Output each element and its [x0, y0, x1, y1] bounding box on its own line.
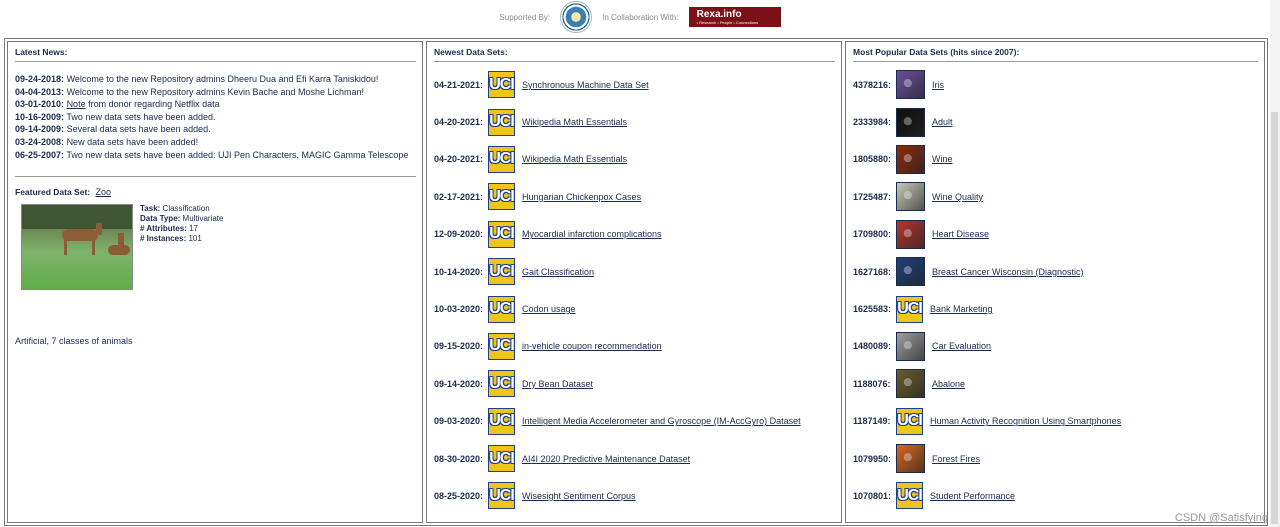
news-text: Welcome to the new Repository admins Dheeru Dua and Efi Karra Taniskidou! — [66, 74, 379, 84]
dataset-hits: 1079950: — [853, 453, 892, 464]
uci-icon[interactable]: UCI — [896, 408, 923, 435]
tree-diagram-icon[interactable] — [896, 257, 925, 286]
newest-dataset-row — [427, 365, 841, 402]
instances-value: 101 — [188, 234, 202, 244]
featured-label: Featured Data Set: — [15, 187, 91, 198]
popular-dataset-row — [846, 403, 1264, 440]
newest-datasets-title: Newest Data Sets: — [434, 47, 508, 57]
news-date: 03-01-2010: — [15, 99, 65, 110]
popular-dataset-row — [846, 103, 1264, 140]
dataset-link[interactable]: Breast Cancer Wisconsin (Diagnostic) — [932, 266, 1084, 277]
featured-dataset-details: Task: Classification Data Type: Multivariate # Attributes: 17 # Instances: 101 — [140, 204, 224, 244]
news-item — [15, 73, 415, 86]
divider — [853, 61, 1258, 62]
news-item — [15, 98, 415, 111]
uci-icon[interactable]: UCI — [488, 183, 515, 210]
uci-icon[interactable]: UCI — [488, 109, 515, 136]
latest-news-column — [7, 41, 423, 523]
main-frame — [4, 38, 1268, 526]
dataset-date: 08-25-2020: — [434, 490, 484, 501]
newest-dataset-row — [427, 403, 841, 440]
dataset-hits: 1187149: — [853, 416, 891, 427]
dataset-hits: 1480089: — [853, 341, 892, 352]
dataset-link[interactable]: Bank Marketing — [930, 304, 993, 315]
iris-flower-icon[interactable] — [896, 70, 925, 99]
news-item — [15, 111, 415, 124]
car-icon[interactable] — [896, 332, 925, 361]
rexa-title: Rexa.info — [696, 8, 742, 20]
uci-icon[interactable]: UCI — [488, 333, 515, 360]
popular-dataset-row — [846, 253, 1264, 290]
page-scrollbar[interactable] — [1270, 0, 1280, 527]
dataset-link[interactable]: Wine Quality — [932, 191, 984, 202]
heart-icon[interactable] — [896, 220, 925, 249]
newest-dataset-row — [427, 178, 841, 215]
dataset-link[interactable]: Gait Classification — [522, 266, 595, 277]
popular-datasets-column — [845, 41, 1265, 523]
dataset-date: 04-21-2021: — [434, 79, 484, 90]
featured-dataset-link[interactable]: Zoo — [95, 187, 111, 198]
dataset-link[interactable]: Abalone — [932, 378, 966, 389]
newest-dataset-row — [427, 290, 841, 327]
rexa-logo[interactable] — [689, 7, 781, 27]
newest-dataset-row — [427, 253, 841, 290]
newest-dataset-row — [427, 141, 841, 178]
news-date: 10-16-2009: — [15, 111, 65, 122]
popular-dataset-row — [846, 328, 1264, 365]
dataset-link[interactable]: Human Activity Recognition Using Smartphones — [930, 416, 1122, 427]
newest-dataset-row — [427, 477, 841, 514]
popular-dataset-row — [846, 477, 1264, 514]
popular-dataset-row — [846, 365, 1264, 402]
featured-dataset-heading — [15, 187, 415, 197]
dataset-date: 08-30-2020: — [434, 453, 484, 464]
news-item — [15, 86, 415, 99]
dataset-hits: 1725487: — [853, 191, 892, 202]
adult-icon[interactable] — [896, 108, 925, 137]
uci-icon[interactable]: UCI — [488, 146, 515, 173]
dataset-link[interactable]: Heart Disease — [932, 229, 990, 240]
latest-news-title: Latest News: — [15, 47, 68, 57]
divider — [15, 61, 416, 62]
uci-icon[interactable]: UCI — [488, 296, 515, 323]
dataset-link[interactable]: Iris — [932, 79, 944, 90]
supported-by-label: Supported By: — [499, 12, 551, 22]
dataset-link[interactable]: Car Evaluation — [932, 341, 992, 352]
dataset-link[interactable]: Wikipedia Math Essentials — [522, 117, 628, 128]
dataset-hits: 4378216: — [853, 79, 892, 90]
dataset-link[interactable]: Synchronous Machine Data Set — [522, 79, 649, 90]
newest-dataset-row — [427, 216, 841, 253]
featured-abstract: Artificial, 7 classes of animals — [15, 336, 133, 347]
dataset-link[interactable]: Student Performance — [930, 490, 1016, 501]
dataset-hits: 1627168: — [853, 266, 892, 277]
newest-dataset-row — [427, 440, 841, 477]
dataset-date: 04-20-2021: — [434, 154, 484, 165]
dataset-link[interactable]: Adult — [932, 117, 953, 128]
wine-icon[interactable] — [896, 145, 925, 174]
dataset-date: 10-03-2020: — [434, 304, 484, 315]
fire-icon[interactable] — [896, 444, 925, 473]
dataset-link[interactable]: Codon usage — [522, 304, 576, 315]
dataset-link[interactable]: AI4I 2020 Predictive Maintenance Dataset — [522, 453, 691, 464]
popular-dataset-row — [846, 290, 1264, 327]
uci-icon[interactable]: UCI — [488, 71, 515, 98]
news-text: Two new data sets have been added. — [66, 111, 216, 122]
newest-dataset-row — [427, 328, 841, 365]
popular-dataset-row — [846, 66, 1264, 103]
newest-dataset-row — [427, 103, 841, 140]
dataset-link[interactable]: Forest Fires — [932, 453, 981, 464]
uci-icon[interactable]: UCI — [488, 258, 515, 285]
data-type-value: Multivariate — [182, 214, 224, 224]
news-link[interactable]: Note — [66, 99, 86, 110]
header-bar — [0, 0, 1280, 34]
popular-datasets-title: Most Popular Data Sets (hits since 2007): — [853, 47, 1020, 57]
task-value: Classification — [162, 204, 210, 214]
dataset-date: 02-17-2021: — [434, 191, 484, 202]
dataset-link[interactable]: Intelligent Media Accelerometer and Gyroscope (IM-AccGyro) Dataset — [522, 416, 801, 427]
uci-icon[interactable]: UCI — [488, 370, 515, 397]
uci-icon[interactable]: UCI — [488, 445, 515, 472]
uci-icon[interactable]: UCI — [488, 408, 515, 435]
dataset-link[interactable]: Wikipedia Math Essentials — [522, 154, 628, 165]
news-text: Two new data sets have been added: UJI Pen Characters, MAGIC Gamma Telescope — [66, 149, 409, 160]
dataset-date: 04-20-2021: — [434, 117, 484, 128]
news-list — [15, 73, 415, 161]
uci-icon[interactable]: UCI — [896, 296, 923, 323]
popular-dataset-row — [846, 141, 1264, 178]
newest-datasets-list — [427, 66, 841, 515]
news-item — [15, 136, 415, 149]
popular-datasets-list — [846, 66, 1264, 515]
dataset-link[interactable]: in-vehicle coupon recommendation — [522, 341, 662, 352]
newest-dataset-row — [427, 66, 841, 103]
featured-dataset-image[interactable] — [21, 204, 133, 290]
dataset-hits: 1188076: — [853, 378, 891, 389]
news-text: New data sets have been added! — [66, 136, 199, 147]
dataset-link[interactable]: Myocardial infarction complications — [522, 229, 662, 240]
news-text: Welcome to the new Repository admins Kevin Bache and Moshe Lichman! — [66, 86, 365, 97]
dataset-date: 10-14-2020: — [434, 266, 484, 277]
dataset-link[interactable]: Dry Bean Dataset — [522, 378, 594, 389]
abalone-icon[interactable] — [896, 369, 925, 398]
news-date: 09-24-2018: — [15, 74, 65, 84]
divider — [434, 61, 835, 62]
dataset-link[interactable]: Wine — [932, 154, 953, 165]
news-text: Several data sets have been added. — [66, 124, 211, 135]
newest-datasets-column — [426, 41, 842, 523]
dataset-hits: 1709800: — [853, 229, 892, 240]
dataset-date: 12-09-2020: — [434, 229, 484, 240]
divider — [15, 176, 416, 177]
news-date: 03-24-2008: — [15, 136, 65, 147]
dataset-hits: 1070801: — [853, 490, 892, 501]
dataset-link[interactable]: Hungarian Chickenpox Cases — [522, 191, 642, 202]
uci-icon[interactable]: UCI — [488, 482, 515, 509]
news-date: 04-04-2013: — [15, 86, 65, 97]
news-item — [15, 123, 415, 136]
collaboration-label: In Collaboration With: — [602, 12, 679, 22]
dataset-date: 09-14-2020: — [434, 378, 484, 389]
dataset-link[interactable]: Wisesight Sentiment Corpus — [522, 490, 636, 501]
sponsor-seal-icon[interactable] — [560, 1, 592, 33]
popular-dataset-row — [846, 440, 1264, 477]
dataset-date: 09-03-2020: — [434, 416, 484, 427]
dataset-hits: 1625583: — [853, 304, 892, 315]
popular-dataset-row — [846, 178, 1264, 215]
dataset-hits: 1805880: — [853, 154, 892, 165]
popular-dataset-row — [846, 216, 1264, 253]
attributes-value: 17 — [189, 224, 198, 234]
wine-quality-icon[interactable] — [896, 182, 925, 211]
watermark: CSDN @Satisfying — [1174, 512, 1268, 524]
rexa-subtitle: • Research • People • Connections — [696, 19, 759, 25]
uci-icon[interactable]: UCI — [896, 482, 923, 509]
news-item — [15, 149, 415, 162]
news-text: from donor regarding Netflix data — [85, 99, 220, 110]
news-date: 06-25-2007: — [15, 149, 65, 160]
dataset-date: 09-15-2020: — [434, 341, 484, 352]
dataset-hits: 2333984: — [853, 117, 892, 128]
news-date: 09-14-2009: — [15, 124, 65, 135]
featured-dataset — [21, 204, 422, 290]
uci-icon[interactable]: UCI — [488, 221, 515, 248]
